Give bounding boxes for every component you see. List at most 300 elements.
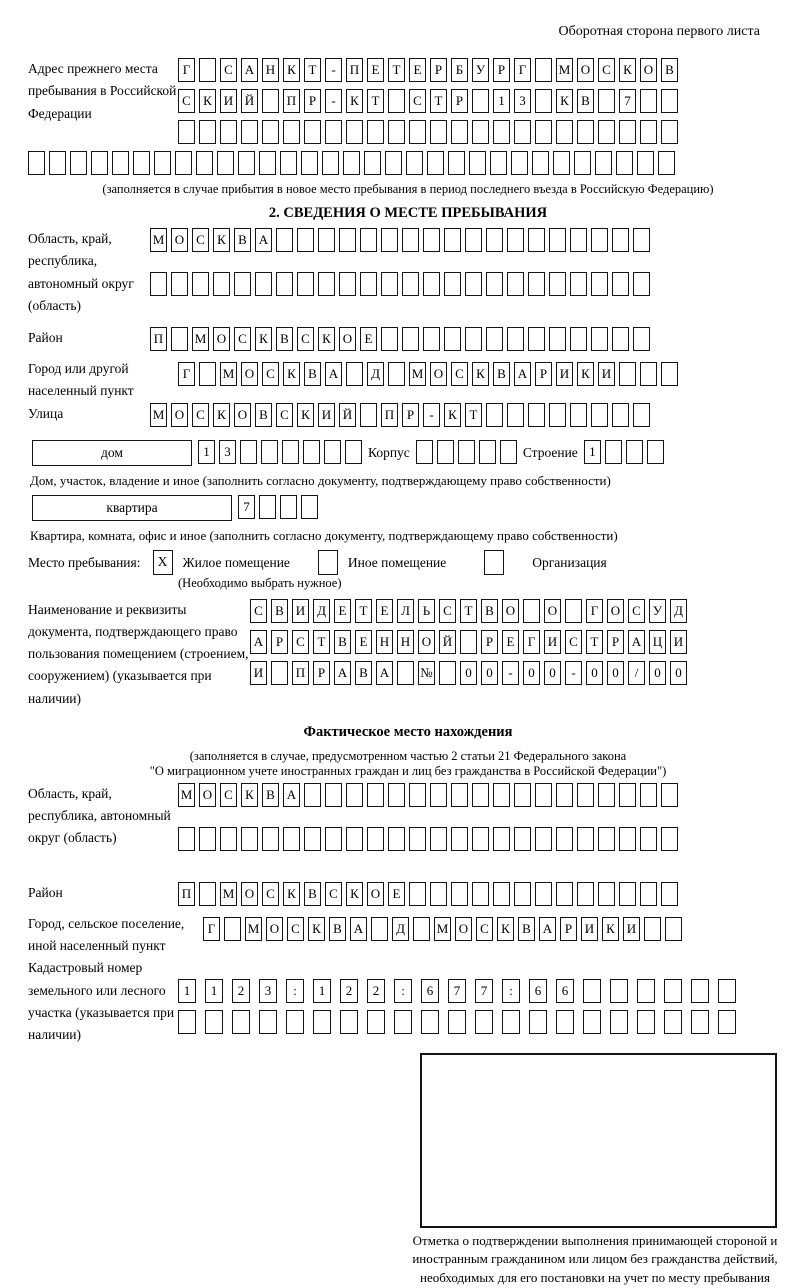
char-cell[interactable] (345, 440, 362, 464)
char-cell[interactable] (409, 827, 426, 851)
char-cell[interactable]: Т (586, 630, 603, 654)
char-cell[interactable] (556, 783, 573, 807)
char-cell[interactable] (549, 272, 566, 296)
char-cell[interactable] (661, 882, 678, 906)
char-cell[interactable]: О (502, 599, 519, 623)
char-cell[interactable] (502, 1010, 520, 1034)
char-cell[interactable]: Р (304, 89, 321, 113)
char-cell[interactable] (465, 272, 482, 296)
char-cell[interactable]: Т (388, 58, 405, 82)
char-cell[interactable] (718, 979, 736, 1003)
char-cell[interactable]: С (439, 599, 456, 623)
char-cell[interactable]: Р (481, 630, 498, 654)
char-cell[interactable] (451, 827, 468, 851)
char-cell[interactable] (430, 882, 447, 906)
char-cell[interactable]: О (241, 882, 258, 906)
char-cell[interactable] (535, 882, 552, 906)
char-cell[interactable]: Е (334, 599, 351, 623)
char-cell[interactable]: 1 (493, 89, 510, 113)
char-cell[interactable] (565, 599, 582, 623)
char-cell[interactable] (388, 362, 405, 386)
char-cell[interactable] (610, 979, 628, 1003)
char-cell[interactable]: 0 (670, 661, 687, 685)
char-cell[interactable]: - (423, 403, 440, 427)
char-cell[interactable] (640, 827, 657, 851)
char-cell[interactable] (619, 120, 636, 144)
char-cell[interactable]: К (619, 58, 636, 82)
char-cell[interactable] (262, 89, 279, 113)
char-cell[interactable] (647, 440, 664, 464)
char-cell[interactable]: Н (397, 630, 414, 654)
char-cell[interactable] (665, 917, 682, 941)
char-cell[interactable] (439, 661, 456, 685)
char-cell[interactable]: У (472, 58, 489, 82)
char-cell[interactable]: М (150, 228, 167, 252)
char-cell[interactable]: К (318, 327, 335, 351)
char-cell[interactable] (465, 327, 482, 351)
char-cell[interactable] (112, 151, 129, 175)
char-cell[interactable] (661, 362, 678, 386)
char-cell[interactable]: Р (430, 58, 447, 82)
char-cell[interactable]: О (241, 362, 258, 386)
char-cell[interactable] (220, 827, 237, 851)
char-cell[interactable] (556, 1010, 574, 1034)
char-cell[interactable] (591, 403, 608, 427)
char-cell[interactable] (570, 272, 587, 296)
char-cell[interactable] (413, 917, 430, 941)
char-cell[interactable] (325, 783, 342, 807)
char-cell[interactable]: С (220, 783, 237, 807)
char-cell[interactable]: О (367, 882, 384, 906)
char-cell[interactable] (423, 272, 440, 296)
char-cell[interactable] (199, 120, 216, 144)
char-cell[interactable]: П (150, 327, 167, 351)
char-cell[interactable]: С (297, 327, 314, 351)
char-cell[interactable]: В (255, 403, 272, 427)
premises-checkbox-zhiloe[interactable]: X (153, 550, 173, 575)
char-cell[interactable] (430, 783, 447, 807)
char-cell[interactable]: Р (560, 917, 577, 941)
char-cell[interactable] (175, 151, 192, 175)
char-cell[interactable] (301, 151, 318, 175)
char-cell[interactable] (514, 783, 531, 807)
char-cell[interactable]: / (628, 661, 645, 685)
premises-checkbox-inoe[interactable] (318, 550, 338, 575)
char-cell[interactable] (549, 228, 566, 252)
char-cell[interactable] (528, 228, 545, 252)
char-cell[interactable]: Й (241, 89, 258, 113)
char-cell[interactable] (637, 979, 655, 1003)
char-cell[interactable] (577, 783, 594, 807)
char-cell[interactable] (313, 1010, 331, 1034)
char-cell[interactable] (577, 827, 594, 851)
char-cell[interactable] (240, 440, 257, 464)
char-cell[interactable] (486, 403, 503, 427)
char-cell[interactable]: С (292, 630, 309, 654)
char-cell[interactable] (154, 151, 171, 175)
char-cell[interactable]: Д (392, 917, 409, 941)
char-cell[interactable]: И (544, 630, 561, 654)
char-cell[interactable]: П (178, 882, 195, 906)
char-cell[interactable] (528, 327, 545, 351)
char-cell[interactable] (133, 151, 150, 175)
char-cell[interactable]: Ь (418, 599, 435, 623)
char-cell[interactable] (691, 1010, 709, 1034)
char-cell[interactable]: И (220, 89, 237, 113)
char-cell[interactable] (196, 151, 213, 175)
char-cell[interactable] (556, 120, 573, 144)
char-cell[interactable] (199, 827, 216, 851)
char-cell[interactable]: : (502, 979, 520, 1003)
char-cell[interactable] (490, 151, 507, 175)
char-cell[interactable]: В (304, 362, 321, 386)
char-cell[interactable]: К (602, 917, 619, 941)
char-cell[interactable] (633, 228, 650, 252)
char-cell[interactable]: Т (355, 599, 372, 623)
char-cell[interactable] (691, 979, 709, 1003)
char-cell[interactable] (574, 151, 591, 175)
char-cell[interactable] (610, 1010, 628, 1034)
char-cell[interactable]: 3 (514, 89, 531, 113)
char-cell[interactable]: А (325, 362, 342, 386)
char-cell[interactable]: Й (339, 403, 356, 427)
char-cell[interactable]: 2 (367, 979, 385, 1003)
char-cell[interactable] (444, 272, 461, 296)
char-cell[interactable] (205, 1010, 223, 1034)
char-cell[interactable] (507, 403, 524, 427)
char-cell[interactable] (598, 89, 615, 113)
char-cell[interactable]: И (598, 362, 615, 386)
char-cell[interactable]: А (283, 783, 300, 807)
char-cell[interactable] (346, 783, 363, 807)
char-cell[interactable]: К (213, 228, 230, 252)
char-cell[interactable]: А (241, 58, 258, 82)
char-cell[interactable]: М (192, 327, 209, 351)
char-cell[interactable] (437, 440, 454, 464)
char-cell[interactable] (367, 1010, 385, 1034)
char-cell[interactable]: С (178, 89, 195, 113)
char-cell[interactable] (339, 272, 356, 296)
char-cell[interactable]: : (394, 979, 412, 1003)
char-cell[interactable]: К (472, 362, 489, 386)
char-cell[interactable]: А (255, 228, 272, 252)
char-cell[interactable]: О (171, 228, 188, 252)
char-cell[interactable]: В (304, 882, 321, 906)
char-cell[interactable] (430, 827, 447, 851)
char-cell[interactable] (598, 120, 615, 144)
char-cell[interactable]: О (544, 599, 561, 623)
char-cell[interactable]: О (171, 403, 188, 427)
char-cell[interactable]: Г (514, 58, 531, 82)
char-cell[interactable]: С (325, 882, 342, 906)
char-cell[interactable] (598, 783, 615, 807)
char-cell[interactable]: С (476, 917, 493, 941)
char-cell[interactable]: К (346, 882, 363, 906)
char-cell[interactable] (598, 827, 615, 851)
char-cell[interactable]: А (628, 630, 645, 654)
char-cell[interactable] (409, 783, 426, 807)
char-cell[interactable] (583, 1010, 601, 1034)
char-cell[interactable] (549, 327, 566, 351)
char-cell[interactable] (451, 120, 468, 144)
char-cell[interactable]: Р (607, 630, 624, 654)
char-cell[interactable] (528, 272, 545, 296)
char-cell[interactable] (262, 827, 279, 851)
char-cell[interactable] (192, 272, 209, 296)
char-cell[interactable] (280, 151, 297, 175)
char-cell[interactable] (605, 440, 622, 464)
char-cell[interactable] (507, 228, 524, 252)
char-cell[interactable] (276, 272, 293, 296)
char-cell[interactable]: С (220, 58, 237, 82)
char-cell[interactable] (640, 120, 657, 144)
char-cell[interactable] (199, 58, 216, 82)
char-cell[interactable] (385, 151, 402, 175)
char-cell[interactable] (318, 228, 335, 252)
char-cell[interactable] (367, 827, 384, 851)
char-cell[interactable] (238, 151, 255, 175)
char-cell[interactable]: Е (502, 630, 519, 654)
char-cell[interactable] (661, 120, 678, 144)
char-cell[interactable] (535, 89, 552, 113)
char-cell[interactable]: Е (355, 630, 372, 654)
char-cell[interactable]: С (192, 228, 209, 252)
char-cell[interactable] (255, 272, 272, 296)
char-cell[interactable] (271, 661, 288, 685)
char-cell[interactable]: 0 (607, 661, 624, 685)
char-cell[interactable] (381, 327, 398, 351)
char-cell[interactable]: Г (586, 599, 603, 623)
char-cell[interactable]: Г (178, 362, 195, 386)
char-cell[interactable] (325, 120, 342, 144)
char-cell[interactable]: В (355, 661, 372, 685)
char-cell[interactable]: П (292, 661, 309, 685)
char-cell[interactable] (591, 228, 608, 252)
char-cell[interactable] (318, 272, 335, 296)
char-cell[interactable] (535, 783, 552, 807)
char-cell[interactable]: О (213, 327, 230, 351)
char-cell[interactable]: М (220, 362, 237, 386)
char-cell[interactable] (472, 882, 489, 906)
char-cell[interactable]: О (234, 403, 251, 427)
char-cell[interactable] (718, 1010, 736, 1034)
char-cell[interactable]: 3 (259, 979, 277, 1003)
char-cell[interactable] (658, 151, 675, 175)
char-cell[interactable] (661, 827, 678, 851)
char-cell[interactable] (616, 151, 633, 175)
char-cell[interactable] (460, 630, 477, 654)
char-cell[interactable]: 0 (481, 661, 498, 685)
char-cell[interactable]: 3 (219, 440, 236, 464)
char-cell[interactable]: 6 (421, 979, 439, 1003)
char-cell[interactable] (626, 440, 643, 464)
char-cell[interactable] (532, 151, 549, 175)
char-cell[interactable] (28, 151, 45, 175)
char-cell[interactable] (472, 827, 489, 851)
char-cell[interactable] (535, 827, 552, 851)
char-cell[interactable] (570, 403, 587, 427)
char-cell[interactable]: К (577, 362, 594, 386)
char-cell[interactable] (301, 495, 318, 519)
char-cell[interactable]: И (623, 917, 640, 941)
char-cell[interactable] (346, 362, 363, 386)
char-cell[interactable]: Д (367, 362, 384, 386)
char-cell[interactable]: - (325, 58, 342, 82)
char-cell[interactable]: Г (178, 58, 195, 82)
char-cell[interactable] (598, 882, 615, 906)
char-cell[interactable] (556, 882, 573, 906)
char-cell[interactable] (486, 228, 503, 252)
char-cell[interactable] (224, 917, 241, 941)
char-cell[interactable]: 0 (649, 661, 666, 685)
char-cell[interactable]: К (241, 783, 258, 807)
char-cell[interactable] (346, 827, 363, 851)
char-cell[interactable] (619, 783, 636, 807)
char-cell[interactable]: Т (430, 89, 447, 113)
char-cell[interactable] (637, 1010, 655, 1034)
char-cell[interactable] (514, 120, 531, 144)
char-cell[interactable]: С (409, 89, 426, 113)
char-cell[interactable]: А (350, 917, 367, 941)
char-cell[interactable] (619, 362, 636, 386)
char-cell[interactable] (388, 120, 405, 144)
char-cell[interactable]: К (283, 882, 300, 906)
char-cell[interactable] (451, 783, 468, 807)
char-cell[interactable] (150, 272, 167, 296)
char-cell[interactable] (340, 1010, 358, 1034)
char-cell[interactable] (304, 120, 321, 144)
char-cell[interactable] (322, 151, 339, 175)
char-cell[interactable]: И (581, 917, 598, 941)
char-cell[interactable]: С (192, 403, 209, 427)
char-cell[interactable]: Н (262, 58, 279, 82)
char-cell[interactable]: Р (451, 89, 468, 113)
char-cell[interactable] (486, 327, 503, 351)
char-cell[interactable] (388, 783, 405, 807)
char-cell[interactable]: 7 (619, 89, 636, 113)
char-cell[interactable]: С (262, 882, 279, 906)
char-cell[interactable] (262, 120, 279, 144)
char-cell[interactable]: М (245, 917, 262, 941)
char-cell[interactable] (394, 1010, 412, 1034)
char-cell[interactable]: К (297, 403, 314, 427)
char-cell[interactable]: К (444, 403, 461, 427)
char-cell[interactable]: Д (313, 599, 330, 623)
char-cell[interactable]: О (577, 58, 594, 82)
char-cell[interactable]: К (346, 89, 363, 113)
char-cell[interactable]: Р (493, 58, 510, 82)
char-cell[interactable] (324, 440, 341, 464)
char-cell[interactable] (213, 272, 230, 296)
char-cell[interactable]: М (434, 917, 451, 941)
char-cell[interactable]: 0 (586, 661, 603, 685)
char-cell[interactable] (416, 440, 433, 464)
char-cell[interactable]: С (250, 599, 267, 623)
char-cell[interactable] (493, 882, 510, 906)
char-cell[interactable] (612, 403, 629, 427)
char-cell[interactable]: О (607, 599, 624, 623)
char-cell[interactable] (640, 882, 657, 906)
char-cell[interactable] (448, 151, 465, 175)
char-cell[interactable] (612, 272, 629, 296)
char-cell[interactable]: - (325, 89, 342, 113)
char-cell[interactable] (421, 1010, 439, 1034)
char-cell[interactable] (577, 120, 594, 144)
char-cell[interactable] (286, 1010, 304, 1034)
char-cell[interactable]: - (502, 661, 519, 685)
char-cell[interactable]: А (376, 661, 393, 685)
house-type-box[interactable]: дом (32, 440, 192, 466)
char-cell[interactable]: К (283, 362, 300, 386)
char-cell[interactable]: Т (313, 630, 330, 654)
char-cell[interactable] (402, 327, 419, 351)
char-cell[interactable] (472, 783, 489, 807)
char-cell[interactable]: С (234, 327, 251, 351)
char-cell[interactable]: И (292, 599, 309, 623)
char-cell[interactable]: О (640, 58, 657, 82)
char-cell[interactable] (49, 151, 66, 175)
char-cell[interactable] (282, 440, 299, 464)
char-cell[interactable] (511, 151, 528, 175)
char-cell[interactable]: К (308, 917, 325, 941)
char-cell[interactable] (529, 1010, 547, 1034)
char-cell[interactable] (500, 440, 517, 464)
char-cell[interactable] (535, 120, 552, 144)
char-cell[interactable]: Е (360, 327, 377, 351)
char-cell[interactable]: 1 (198, 440, 215, 464)
char-cell[interactable]: 1 (178, 979, 196, 1003)
char-cell[interactable] (402, 272, 419, 296)
char-cell[interactable] (523, 599, 540, 623)
char-cell[interactable] (469, 151, 486, 175)
char-cell[interactable]: М (178, 783, 195, 807)
char-cell[interactable]: Е (409, 58, 426, 82)
char-cell[interactable]: С (262, 362, 279, 386)
char-cell[interactable] (303, 440, 320, 464)
char-cell[interactable] (381, 228, 398, 252)
char-cell[interactable] (402, 228, 419, 252)
char-cell[interactable] (199, 362, 216, 386)
char-cell[interactable] (465, 228, 482, 252)
char-cell[interactable]: О (418, 630, 435, 654)
char-cell[interactable] (325, 827, 342, 851)
char-cell[interactable] (232, 1010, 250, 1034)
char-cell[interactable] (259, 495, 276, 519)
char-cell[interactable] (633, 327, 650, 351)
char-cell[interactable]: Т (460, 599, 477, 623)
char-cell[interactable] (612, 228, 629, 252)
char-cell[interactable]: С (451, 362, 468, 386)
char-cell[interactable] (70, 151, 87, 175)
char-cell[interactable]: С (598, 58, 615, 82)
char-cell[interactable] (346, 120, 363, 144)
char-cell[interactable]: Т (304, 58, 321, 82)
apartment-type-box[interactable]: квартира (32, 495, 232, 521)
char-cell[interactable] (664, 1010, 682, 1034)
char-cell[interactable] (451, 882, 468, 906)
char-cell[interactable] (549, 403, 566, 427)
char-cell[interactable] (388, 827, 405, 851)
char-cell[interactable] (199, 882, 216, 906)
char-cell[interactable] (360, 403, 377, 427)
char-cell[interactable] (178, 827, 195, 851)
char-cell[interactable]: О (266, 917, 283, 941)
char-cell[interactable] (339, 228, 356, 252)
char-cell[interactable]: Е (376, 599, 393, 623)
char-cell[interactable]: А (539, 917, 556, 941)
char-cell[interactable] (304, 783, 321, 807)
char-cell[interactable] (171, 327, 188, 351)
